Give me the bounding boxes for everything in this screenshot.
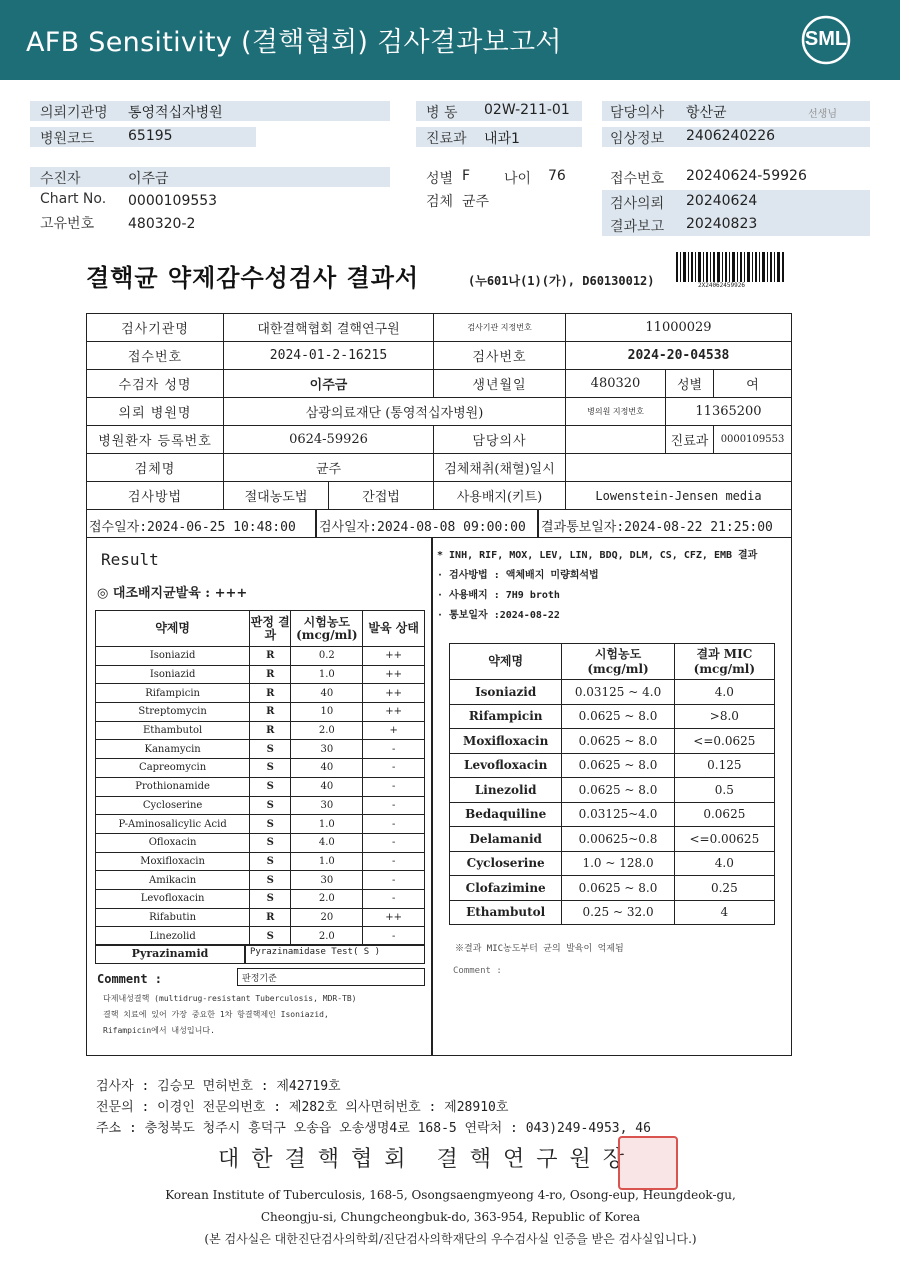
label: 임상정보 xyxy=(610,131,665,147)
test-date: 검사일자:2024-08-08 09:00:00 xyxy=(319,520,526,535)
table-row xyxy=(96,833,425,852)
table-cell: Levofloxacin xyxy=(450,753,562,778)
cell: 간접법 xyxy=(329,482,434,510)
cell: 생년월일 xyxy=(434,370,566,398)
page-title: AFB Sensitivity (결핵협회) 검사결과보고서 xyxy=(26,27,562,58)
table-row xyxy=(96,852,425,871)
cell: 여 xyxy=(714,370,792,398)
mic-method: · 검사방법 : 액체배지 미량희석법 xyxy=(437,570,599,581)
table-cell: Rifampicin xyxy=(450,704,562,729)
table-cell: - xyxy=(363,889,425,908)
table-cell: 0.0625 xyxy=(674,802,774,827)
table-cell: S xyxy=(250,777,291,796)
cell: 검사번호 xyxy=(434,342,566,370)
label: 검사의뢰 xyxy=(610,196,665,212)
table-row xyxy=(96,759,425,778)
value: 20240624-59926 xyxy=(686,168,807,184)
table-cell: P-Aminosalicylic Acid xyxy=(96,815,250,834)
table-cell: - xyxy=(363,740,425,759)
table-cell: - xyxy=(363,833,425,852)
cell: 검체명 xyxy=(87,454,224,482)
table-header: 결과 MIC (mcg/ml) xyxy=(674,644,774,680)
table-cell: <=0.0625 xyxy=(674,729,774,754)
table-cell: Bedaquiline xyxy=(450,802,562,827)
table-row xyxy=(96,740,425,759)
table-cell: <=0.00625 xyxy=(674,827,774,852)
table-cell: - xyxy=(363,927,425,946)
table-header: 판정 결과 xyxy=(250,611,291,647)
table-cell: Isoniazid xyxy=(96,665,250,684)
table-cell: 4.0 xyxy=(674,851,774,876)
table-cell: 1.0 xyxy=(291,815,363,834)
date-row xyxy=(86,509,792,538)
table-cell: S xyxy=(250,871,291,890)
cell xyxy=(566,454,792,482)
value: 20240823 xyxy=(686,216,758,232)
label: 진료과 xyxy=(426,131,467,147)
table-cell: S xyxy=(250,740,291,759)
table-cell: 1.0 xyxy=(291,852,363,871)
cell: 11000029 xyxy=(566,314,792,342)
table-row xyxy=(96,815,425,834)
cell: 검체채취(채혈)일시 xyxy=(434,454,566,482)
comment-line: 결핵 치료에 있어 가장 중요한 1차 항결핵제인 Isoniazid, xyxy=(103,1010,329,1019)
value: 이주금 xyxy=(128,171,169,187)
table-row xyxy=(450,827,775,852)
cell: 사용배지(키트) xyxy=(434,482,566,510)
sml-logo xyxy=(800,14,852,66)
cell: 진료과 xyxy=(666,426,714,454)
table-cell: - xyxy=(363,852,425,871)
cell xyxy=(566,426,666,454)
cell: 2024-20-04538 xyxy=(566,342,792,370)
table-cell: 0.0625 ~ 8.0 xyxy=(562,704,674,729)
table-cell: 2.0 xyxy=(291,889,363,908)
table-cell: S xyxy=(250,833,291,852)
footer-eng: Korean Institute of Tuberculosis, 168-5, Osongsaengmyeong 4-ro, Osong-eup, Heungdeok-gu, xyxy=(165,1188,736,1202)
cell: 검사기관명 xyxy=(87,314,224,342)
label: 나이 xyxy=(504,171,532,187)
table-cell: 0.0625 ~ 8.0 xyxy=(562,778,674,803)
result-title: Result xyxy=(101,550,159,569)
table-header: 발육 상태 xyxy=(363,611,425,647)
table-cell: 0.0625 ~ 8.0 xyxy=(562,753,674,778)
table-cell: R xyxy=(250,703,291,722)
table-cell: ++ xyxy=(363,703,425,722)
table-cell: Linezolid xyxy=(96,927,250,946)
table-cell: ++ xyxy=(363,684,425,703)
table-cell: Rifampicin xyxy=(96,684,250,703)
table-header: 시험농도 (mcg/ml) xyxy=(291,611,363,647)
table-cell: 10 xyxy=(291,703,363,722)
table-cell: 30 xyxy=(291,871,363,890)
table-cell: S xyxy=(250,852,291,871)
table-cell: 1.0 xyxy=(291,665,363,684)
value: 내과1 xyxy=(484,131,520,147)
cell: 병의원 지정번호 xyxy=(566,398,666,426)
cell: 수검자 성명 xyxy=(87,370,224,398)
table-cell: Amikacin xyxy=(96,871,250,890)
label: 선생님 xyxy=(808,109,837,120)
comment-line: Rifampicin에서 내성입니다. xyxy=(103,1026,215,1035)
label: Chart No. xyxy=(40,191,107,207)
table-cell: 0.5 xyxy=(674,778,774,803)
table-cell: - xyxy=(363,759,425,778)
org-name: 대한결핵협회 결핵연구원장 xyxy=(218,1147,637,1172)
table-row xyxy=(96,647,425,666)
judge-label: 판정기준 xyxy=(242,974,277,984)
table-cell: 0.0625 ~ 8.0 xyxy=(562,876,674,901)
table-cell: 0.03125 ~ 4.0 xyxy=(562,680,674,705)
value: 02W-211-01 xyxy=(484,102,570,118)
value: 통영적십자병원 xyxy=(128,105,223,121)
table-cell: S xyxy=(250,889,291,908)
value: 0000109553 xyxy=(128,193,218,209)
table-cell: 40 xyxy=(291,684,363,703)
value: 2406240226 xyxy=(686,128,776,144)
comment-label: Comment : xyxy=(97,972,163,986)
footer-line: 검사자 : 김승모 면허번호 : 제42719호 xyxy=(96,1079,341,1094)
table-cell: - xyxy=(363,796,425,815)
report-date: 결과통보일자:2024-08-22 21:25:00 xyxy=(541,520,773,535)
comment-text xyxy=(103,991,403,1039)
table-cell: 4.0 xyxy=(291,833,363,852)
cell: 검사기관 지정번호 xyxy=(434,314,566,342)
table-cell: 0.25 ~ 32.0 xyxy=(562,900,674,925)
cell: 검사방법 xyxy=(87,482,224,510)
table-cell: 0.125 xyxy=(674,753,774,778)
control-growth: ◎ 대조배지균발육 : +++ xyxy=(97,586,248,601)
label: 담당의사 xyxy=(610,105,665,121)
table-cell: Kanamycin xyxy=(96,740,250,759)
table-cell: ++ xyxy=(363,908,425,927)
footer-eng: Cheongju-si, Chungcheongbuk-do, 363-954, Republic of Korea xyxy=(260,1210,641,1224)
seal-stamp xyxy=(618,1136,678,1190)
mic-info xyxy=(437,546,782,626)
table-cell: Isoniazid xyxy=(96,647,250,666)
judge-criteria xyxy=(237,968,425,986)
table-row xyxy=(96,908,425,927)
label: 병원코드 xyxy=(40,131,95,147)
table-header: 약제명 xyxy=(96,611,250,647)
table-cell: Rifabutin xyxy=(96,908,250,927)
table-cell: ++ xyxy=(363,665,425,684)
table-cell: Ofloxacin xyxy=(96,833,250,852)
mic-table xyxy=(449,643,775,925)
label: 접수번호 xyxy=(610,171,665,187)
table-cell: S xyxy=(250,815,291,834)
cell: Lowenstein-Jensen media xyxy=(566,482,792,510)
mic-date: · 통보일자 :2024-08-22 xyxy=(437,610,560,621)
label: 의뢰기관명 xyxy=(40,105,108,121)
table-cell: + xyxy=(363,721,425,740)
table-cell: Linezolid xyxy=(450,778,562,803)
table-cell: S xyxy=(250,759,291,778)
table-cell: >8.0 xyxy=(674,704,774,729)
table-cell: S xyxy=(250,796,291,815)
table-cell: Capreomycin xyxy=(96,759,250,778)
mic-note: ※결과 MIC농도부터 균의 발육이 억제됨 xyxy=(455,944,624,954)
table-header: 시험농도 (mcg/ml) xyxy=(562,644,674,680)
table-cell: 30 xyxy=(291,740,363,759)
value: 균주 xyxy=(462,194,490,210)
cell: 11365200 xyxy=(666,398,792,426)
table-row xyxy=(96,796,425,815)
logo-text: SML xyxy=(804,28,848,50)
table-cell: Cycloserine xyxy=(450,851,562,876)
table-row xyxy=(96,871,425,890)
cell: 담당의사 xyxy=(434,426,566,454)
label: 수진자 xyxy=(40,171,81,187)
label: 병 동 xyxy=(426,105,458,121)
cell: 삼광의료재단 (통영적십자병원) xyxy=(224,398,566,426)
table-cell: 0.25 xyxy=(674,876,774,901)
label: 성별 xyxy=(426,171,454,187)
barcode-number: 2X24062459926 xyxy=(698,282,745,289)
value: 20240624 xyxy=(686,193,758,209)
pyrazinamid-row xyxy=(95,944,425,964)
table-cell: R xyxy=(250,647,291,666)
table-row xyxy=(450,704,775,729)
table-cell: 40 xyxy=(291,759,363,778)
comment2-label: Comment : xyxy=(453,966,502,976)
table-cell: Ethambutol xyxy=(450,900,562,925)
table-row xyxy=(96,665,425,684)
table-cell: 30 xyxy=(291,796,363,815)
table-cell: Clofazimine xyxy=(450,876,562,901)
table-header: 약제명 xyxy=(450,644,562,680)
divider xyxy=(315,510,317,537)
cell: 480320 xyxy=(566,370,666,398)
table-cell: ++ xyxy=(363,647,425,666)
cell: 성별 xyxy=(666,370,714,398)
cell: 이주금 xyxy=(224,370,434,398)
report-code: (누601나(1)(가), D60130012) xyxy=(468,274,655,288)
label: 고유번호 xyxy=(40,216,95,232)
label: 검체 xyxy=(426,194,454,210)
table-cell: R xyxy=(250,721,291,740)
cell: 절대농도법 xyxy=(224,482,329,510)
table-cell: 0.00625~0.8 xyxy=(562,827,674,852)
pyz-value: Pyrazinamidase Test( S ) xyxy=(245,944,425,964)
table-cell: 4 xyxy=(674,900,774,925)
divider xyxy=(431,538,433,1055)
table-row xyxy=(450,851,775,876)
cell: 2024-01-2-16215 xyxy=(224,342,434,370)
table-cell: S xyxy=(250,927,291,946)
header-bar xyxy=(0,0,900,80)
table-row xyxy=(96,927,425,946)
table-row xyxy=(96,889,425,908)
table-cell: - xyxy=(363,815,425,834)
table-cell: 2.0 xyxy=(291,927,363,946)
pyz-label: Pyrazinamid xyxy=(95,944,245,964)
table-cell: R xyxy=(250,665,291,684)
value: 76 xyxy=(548,168,566,184)
value: 65195 xyxy=(128,128,173,144)
footer-eng: (본 검사실은 대한진단검사의학회/진단검사의학재단의 우수검사실 인증을 받은 검사실입니다.) xyxy=(204,1232,697,1246)
table-row xyxy=(450,729,775,754)
bar-name xyxy=(30,167,390,187)
mic-head: * INH, RIF, MOX, LEV, LIN, BDQ, DLM, CS, CFZ, EMB 결과 xyxy=(437,550,758,561)
table-row xyxy=(96,703,425,722)
table-row xyxy=(450,680,775,705)
table-cell: 40 xyxy=(291,777,363,796)
table-cell: 0.0625 ~ 8.0 xyxy=(562,729,674,754)
info-table xyxy=(86,313,792,510)
receipt-date: 접수일자:2024-06-25 10:48:00 xyxy=(89,520,296,535)
table-cell: Moxifloxacin xyxy=(450,729,562,754)
table-row xyxy=(450,753,775,778)
footer-line: 주소 : 충청북도 청주시 흥덕구 오송읍 오송생명4로 168-5 연락처 : 043)249-4953, 46 xyxy=(96,1121,651,1136)
cell: 의뢰 병원명 xyxy=(87,398,224,426)
table-row xyxy=(450,778,775,803)
table-row xyxy=(450,876,775,901)
report-title: 결핵균 약제감수성검사 결과서 xyxy=(86,263,420,292)
table-cell: 20 xyxy=(291,908,363,927)
value: 480320-2 xyxy=(128,216,196,232)
value: 항산균 xyxy=(686,105,727,121)
table-cell: R xyxy=(250,908,291,927)
cell: 접수번호 xyxy=(87,342,224,370)
table-row xyxy=(96,684,425,703)
table-cell: 1.0 ~ 128.0 xyxy=(562,851,674,876)
result-box xyxy=(86,537,792,1056)
cell: 0624-59926 xyxy=(224,426,434,454)
table-cell: R xyxy=(250,684,291,703)
table-cell: Cycloserine xyxy=(96,796,250,815)
cell: 대한결핵협회 결핵연구원 xyxy=(224,314,434,342)
cell: 병원환자 등록번호 xyxy=(87,426,224,454)
cell: 균주 xyxy=(224,454,434,482)
table-cell: 0.03125~4.0 xyxy=(562,802,674,827)
label: 결과보고 xyxy=(610,219,665,235)
table-cell: Prothionamide xyxy=(96,777,250,796)
susceptibility-table xyxy=(95,610,425,946)
table-row xyxy=(450,802,775,827)
table-row xyxy=(450,900,775,925)
table-row xyxy=(96,777,425,796)
table-cell: Moxifloxacin xyxy=(96,852,250,871)
table-cell: 2.0 xyxy=(291,721,363,740)
cell: 0000109553 xyxy=(714,426,792,454)
mic-medium: · 사용배지 : 7H9 broth xyxy=(437,590,560,601)
table-cell: Isoniazid xyxy=(450,680,562,705)
comment-line: 다제내성결핵 (multidrug-resistant Tuberculosis, MDR-TB) xyxy=(103,994,357,1003)
table-cell: Streptomycin xyxy=(96,703,250,722)
table-cell: 0.2 xyxy=(291,647,363,666)
table-cell: Delamanid xyxy=(450,827,562,852)
table-cell: 4.0 xyxy=(674,680,774,705)
table-cell: Levofloxacin xyxy=(96,889,250,908)
barcode-icon xyxy=(676,252,786,282)
divider xyxy=(537,510,539,537)
table-row xyxy=(96,721,425,740)
table-cell: - xyxy=(363,777,425,796)
value: F xyxy=(462,168,471,184)
footer-line: 전문의 : 이경인 전문의번호 : 제282호 의사면허번호 : 제28910호 xyxy=(96,1100,509,1115)
table-cell: Ethambutol xyxy=(96,721,250,740)
table-cell: - xyxy=(363,871,425,890)
